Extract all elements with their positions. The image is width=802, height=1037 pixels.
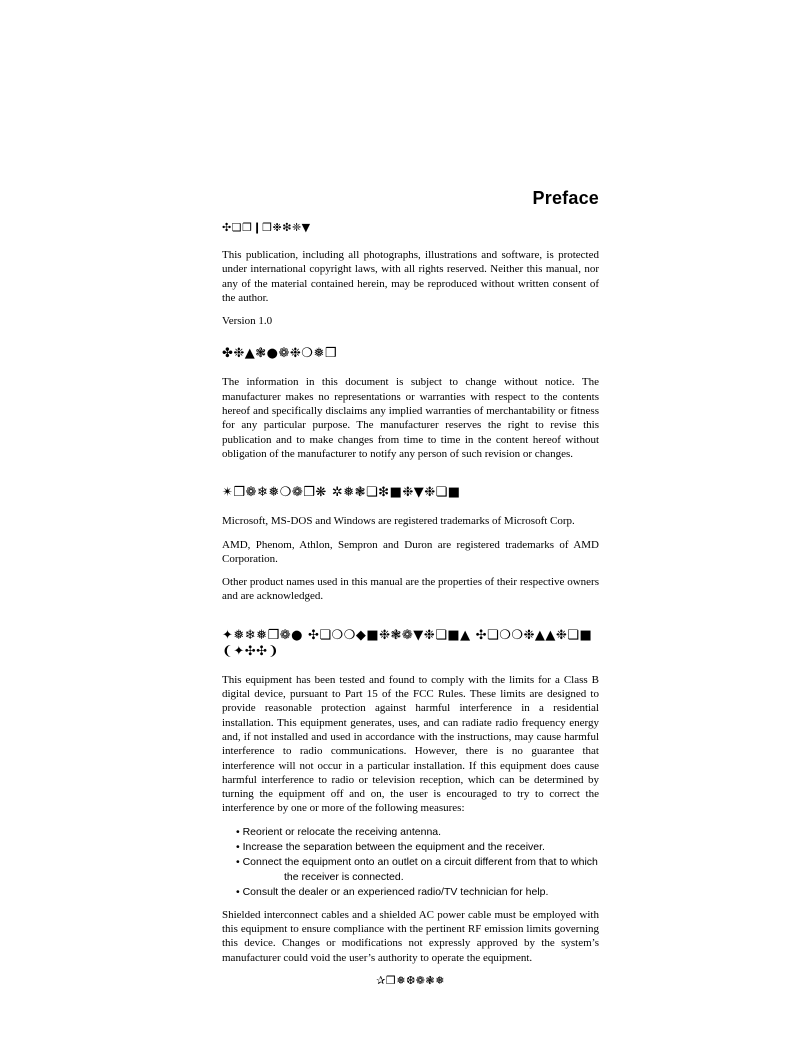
page-footer-glyphs: ✰❒❅❆❁❃❅ bbox=[376, 973, 445, 987]
fcc-heading: ✦❅❄❅❒❁● ✣❏❍❍◆■❉❃❁▼❉❏■▲ ✣❏❍❍❉▲▲❉❏■ ❨✦✣✣❩ bbox=[222, 627, 593, 659]
disclaimer-section bbox=[222, 346, 599, 461]
page-content bbox=[222, 188, 599, 987]
copyright-heading: ✣❏❐❙❒❉❇❈▼ bbox=[222, 221, 311, 234]
fcc-closing-paragraph: Shielded interconnect cables and a shielded AC power cable must be employed with this equipment to ensure compliance with the pertinent RF emission limits governing this device. Changes or modifications not expressly approved by the system’s manufacturer could void the user’s authority to operate the equipment. bbox=[222, 908, 599, 964]
bullet-item: • Reorient or relocate the receiving antenna. bbox=[236, 825, 599, 840]
trademark-paragraph: Microsoft, MS-DOS and Windows are registered trademarks of Microsoft Corp. bbox=[222, 515, 575, 528]
trademark-paragraph: Other product names used in this manual are the properties of their respective owners and are acknowledged. bbox=[222, 576, 599, 603]
fcc-paragraph: This equipment has been tested and found to comply with the limits for a Class B digital device, pursuant to Part 15 of the FCC Rules. These limits are designed to provide reasonable protection against harmful interference in a residential installation. This equipment generates, uses, and can radiate radio frequency energy and, if not installed and used in accordance with the instructions, may cause harmful interference to radio communications. However, there is no guarantee that interference will not occur in a particular installation. If this equipment does cause harmful interference to radio or television reception, which can be determined by turning the equipment off and on, the user is encouraged to try to correct the interference by one or more of the following measures: bbox=[222, 673, 599, 815]
trademark-heading: ✴❒❁❄❅❍❁❒❋ ✲❅❃❏❇■❉▼❉❏■ bbox=[222, 485, 461, 501]
fcc-section bbox=[222, 628, 599, 965]
disclaimer-heading: ✤❉▲❃●❁❉❍❅❒ bbox=[222, 346, 338, 362]
bullet-item: • Connect the equipment onto an outlet on a circuit different from that to which the receiver is connected. bbox=[236, 855, 599, 885]
bullet-item: • Consult the dealer or an experienced radio/TV technician for help. bbox=[236, 885, 599, 900]
disclaimer-paragraph: The information in this document is subject to change without notice. The manufacturer makes no representations or warranties with respect to the contents hereof and specifically disclaims any implied warranties of merchantability or fitness for any particular purpose. The manufacturer reserves the right to revise this publication and to make changes from time to time in the content hereof without obligation of the manufacturer to notify any person of such revision or changes. bbox=[222, 376, 599, 460]
fcc-bullet-list bbox=[236, 825, 599, 900]
bullet-item: • Increase the separation between the equipment and the receiver. bbox=[236, 840, 599, 855]
copyright-paragraph: This publication, including all photographs, illustrations and software, is protected under international copyright laws, with all rights reserved. Neither this manual, nor any of the material contained herein, may be reproduced without written consent of the author. bbox=[222, 249, 599, 304]
page-title: Preface bbox=[532, 188, 599, 208]
version-text: Version 1.0 bbox=[222, 315, 273, 328]
trademark-section bbox=[222, 485, 599, 603]
trademark-paragraph: AMD, Phenom, Athlon, Sempron and Duron are registered trademarks of AMD Corporation. bbox=[222, 538, 599, 565]
copyright-section bbox=[222, 221, 599, 328]
